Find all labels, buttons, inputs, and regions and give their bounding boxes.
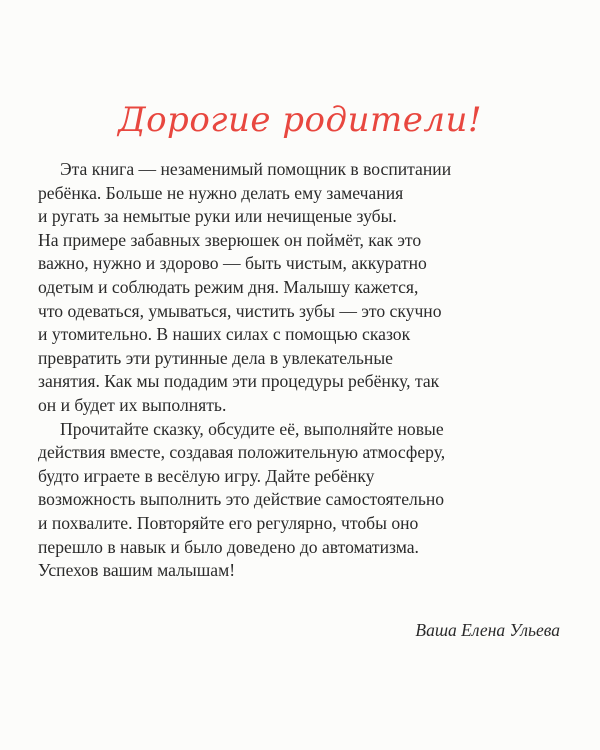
text-line: и утомительно. В наших силах с помощью сказок [38, 324, 411, 345]
text-line: Прочитайте сказку, обсудите её, выполняйте новые [60, 418, 444, 439]
text-line: ребёнка. Больше не нужно делать ему замечания [38, 182, 404, 203]
text-line: одетым и соблюдать режим дня. Малышу кажется, [38, 276, 419, 297]
paragraph-2 [38, 418, 560, 583]
text-line: он и будет их выполнять. [38, 394, 227, 415]
letter-body [38, 158, 560, 583]
text-line: перешло в навык и было доведено до автоматизма. [38, 536, 419, 557]
text-line: занятия. Как мы подадим эти процедуры ребёнку, так [38, 371, 440, 392]
text-line: что одеваться, умываться, чистить зубы — это скучно [38, 300, 442, 321]
signature: Ваша Елена Ульева [415, 620, 560, 640]
text-line: Успехов вашим малышам! [38, 560, 236, 581]
text-line: действия вместе, создавая положительную атмосферу, [38, 442, 446, 463]
page-title: Дорогие родители! [117, 100, 483, 140]
text-line: и похвалите. Повторяйте его регулярно, чтобы оно [38, 512, 419, 533]
text-line: важно, нужно и здорово — быть чистым, аккуратно [38, 253, 427, 274]
text-line: будто играете в весёлую игру. Дайте ребёнку [38, 465, 375, 486]
text-line: превратить эти рутинные дела в увлекательные [38, 347, 393, 368]
text-line: На примере забавных зверюшек он поймёт, как это [38, 229, 422, 250]
text-line: и ругать за немытые руки или нечищеные зубы. [38, 206, 397, 227]
paragraph-1 [38, 158, 560, 418]
text-line: Эта книга — незаменимый помощник в воспитании [60, 159, 452, 179]
text-line: возможность выполнить это действие самостоятельно [38, 489, 445, 510]
